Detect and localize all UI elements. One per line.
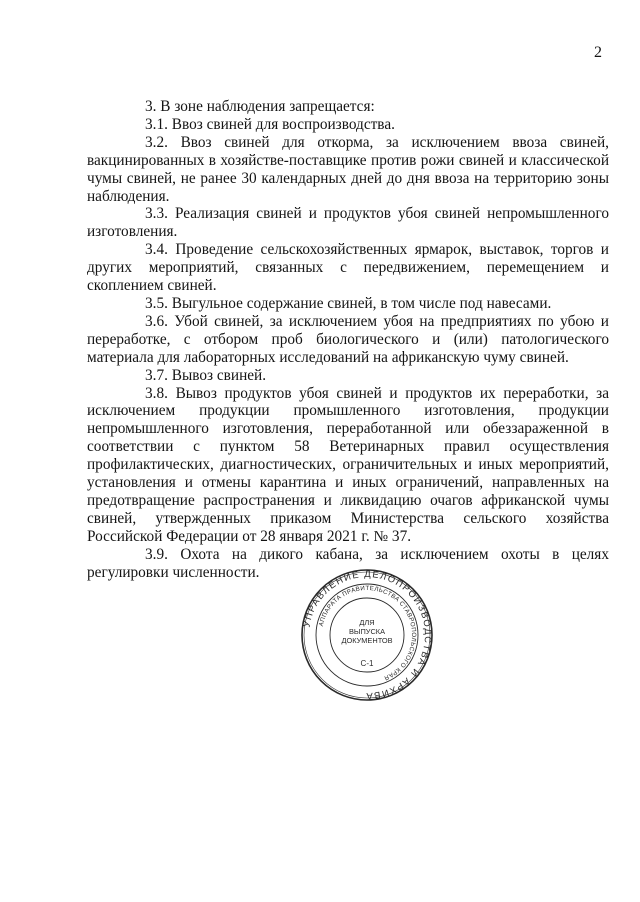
stamp-center-line-1: ДЛЯ [359,618,375,627]
document-body [87,98,609,581]
stamp-center-line-2: ВЫПУСКА [348,627,386,636]
stamp-center-line-3: ДОКУМЕНТОВ [341,636,393,645]
paragraph-3-4: 3.4. Проведение сельскохозяйственных ярмарок, выставок, торгов и других мероприятий, связанных с передвижением, перемещением и скоплением свиней. [87,241,609,295]
stamp-outer-ring-text: УПРАВЛЕНИЕ ДЕЛОПРОИЗВОДСТВА И АРХИВА [300,568,434,702]
paragraph-3-6: 3.6. Убой свиней, за исключением убоя на предприятиях по убою и переработке, с отбором проб биологического и (или) патологического материала для лабораторных исследований на африканскую чуму свиней. [87,312,609,366]
paragraph-3-3: 3.3. Реализация свиней и продуктов убоя свиней непромышленного изготовления. [87,205,609,241]
paragraph-3-7: 3.7. Вывоз свиней. [145,366,267,384]
stamp-seal-icon [300,568,434,702]
paragraph-3-2: 3.2. Ввоз свиней для откорма, за исключением ввоза свиней, вакцинированных в хозяйстве-поставщике против рожи свиней и классической чумы свиней, не ранее 30 календарных дней до дня ввоза на территорию зоны наблюдения. [87,133,609,205]
paragraph-3-9: 3.9. Охота на дикого кабана, за исключением охоты в целях регулировки численности. [87,545,609,581]
official-stamp [300,568,434,702]
paragraph-3-1: 3.1. Ввоз свиней для воспроизводства. [145,115,395,133]
stamp-inner-ring-text: АППАРАТА ПРАВИТЕЛЬСТВА СТАВРОПОЛЬСКОГО КРАЯ [317,584,418,682]
paragraph-3-intro: 3. В зоне наблюдения запрещается: [145,98,375,115]
paragraph-3-5: 3.5. Выгульное содержание свиней, в том числе под навесами. [145,294,552,312]
paragraph-3-8: 3.8. Вывоз продуктов убоя свиней и продуктов их переработки, за исключением продукции промышленного изготовления, продукции непромышленного изготовления, переработанной или обеззараженной в соответствии с пунктом 58 Ветеринарных правил осуществления профилактических, диагностических, ограничительных и иных мероприятий, установления и отмены карантина и иных ограничений, направленных на предотвращение распространения и ликвидацию очагов африканской чумы свиней, утвержденных приказом Министерства сельского хозяйства Российской Федерации от 28 января 2021 г. № 37. [87,384,609,545]
stamp-code: С-1 [360,659,374,668]
page-number: 2 [594,44,602,61]
